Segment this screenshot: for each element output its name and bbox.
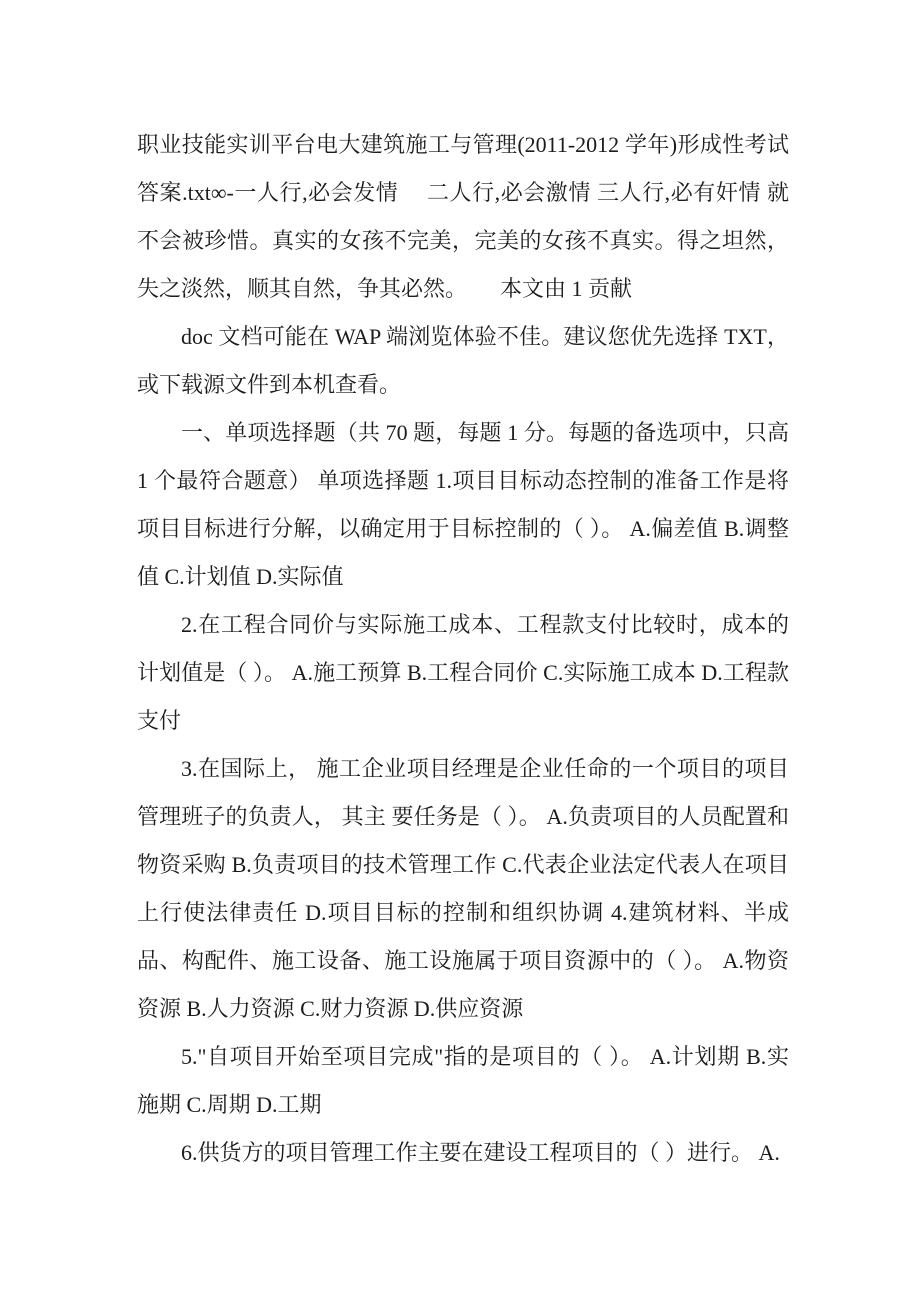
- question-6-paragraph: 6.供货方的项目管理工作主要在建设工程项目的（ ）进行。 A.: [181, 1140, 780, 1165]
- intro-paragraph: 职业技能实训平台电大建筑施工与管理(2011-2012 学年)形成性考试答案.txt∞-一人行,必会发情 二人行,必会激情 三人行,必有奸情 就不会被珍惜。真实的女孩不完美，完美的女孩不真实。得之坦然，失之淡然，顺其自然，争其必然。 本文由 1 贡献: [137, 132, 789, 301]
- section-single-choice-paragraph: 一、单项选择题（共 70 题，每题 1 分。每题的备选项中，只高 1 个最符合题意） 单项选择题 1.项目目标动态控制的准备工作是将项目目标进行分解，以确定用于目标控制的（ ）。 A.偏差值 B.调整值 C.计划值 D.实际值: [137, 420, 789, 589]
- question-5-paragraph: 5."自项目开始至项目完成"指的是项目的（ ）。 A.计划期 B.实施期 C.周期 D.工期: [137, 1044, 789, 1117]
- question-2-paragraph: 2.在工程合同价与实际施工成本、工程款支付比较时，成本的计划值是（ ）。 A.施工预算 B.工程合同价 C.实际施工成本 D.工程款支付: [137, 612, 789, 733]
- question-3-4-paragraph: 3.在国际上， 施工企业项目经理是企业任命的一个项目的项目管理班子的负责人， 其主 要任务是（ ）。 A.负责项目的人员配置和物资采购 B.负责项目的技术管理工作 C.代表企业法定代表人在项目上行使法律责任 D.项目目标的控制和组织协调 4.建筑材料、半成品、构配件、施工设备、施工设施属于项目资源中的（ ）。 A.物资资源 B.人力资源 C.财力资源 D.供应资源: [137, 756, 789, 1021]
- wap-notice-paragraph: doc 文档可能在 WAP 端浏览体验不佳。建议您优先选择 TXT，或下载源文件到本机查看。: [137, 324, 789, 397]
- document-page: [137, 121, 789, 1177]
